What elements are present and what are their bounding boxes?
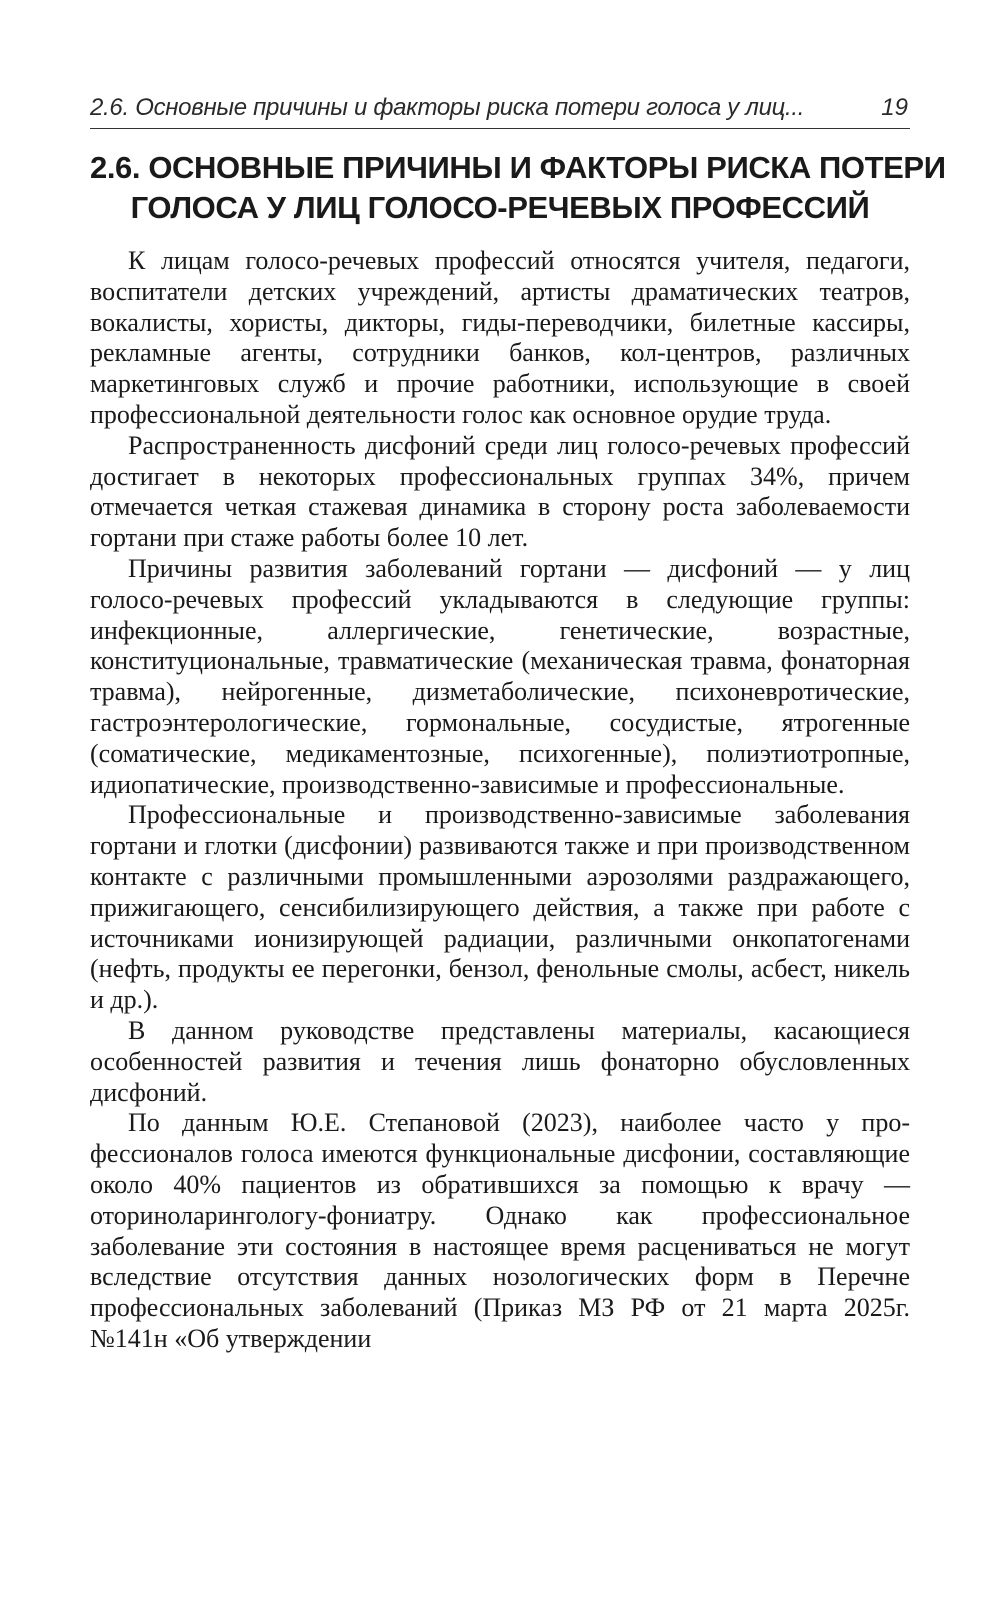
paragraph-voice-professions: К лицам голосо-речевых профессий относятся учителя, педагоги, воспитатели детских учреждений, артисты драматических театров, вокалисты, хористы, дикторы, гиды-переводчики, билетные кассиры, рекламные агенты, сотрудники банков, кол-центров, различных маркетинговых служб и прочие работники, использующие в своей профессиональной деятельности голос как основное орудие труда. (90, 246, 910, 429)
page-number: 19 (881, 94, 908, 121)
chapter-title-line-2: ГОЛОСА У ЛИЦ ГОЛОСО-РЕЧЕВЫХ ПРОФЕССИЙ (130, 190, 870, 225)
chapter-title (90, 148, 946, 228)
running-header (90, 92, 910, 129)
paragraph-occupational-diseases: Профессиональные и производственно-зависимые заболевания гортани и глотки (дисфонии) развиваются также и при производственном контакте с различными промышленными аэрозолями раздражающего, прижигающего, сенсибилизирующего действия, а также при работе с источниками ионизирующей радиации, различными онкопатогенами (нефть, продукты ее перегонки, бензол, фенольные смолы, асбест, никель и др.). (90, 800, 910, 1015)
paragraph-guide-scope: В данном руководстве представлены материалы, касающиеся особенностей развития и течения лишь фонаторно обусловленных дисфоний. (90, 1015, 910, 1107)
chapter-title-line-1: 2.6. ОСНОВНЫЕ ПРИЧИНЫ И ФАКТОРЫ РИСКА ПОТЕРИ (90, 150, 946, 185)
paragraph-stepanova-data: По данным Ю.Е. Степановой (2023), наиболее часто у профессионалов голоса имеются функциональные дисфонии, составляющие около 40% пациентов из обратившихся за помощью к врачу — оториноларингологу-фониатру. Однако как профессиональное заболевание эти состояния в настоящее время расцениваться не могут вследствие отсутствия данных нозологических форм в Перечне профессиональных заболеваний (Приказ МЗ РФ от 21 марта 2025г. №141н «Об утверждении (90, 1108, 910, 1353)
paragraph-causes: Причины развития заболеваний гортани — дисфоний — у лиц голосо-речевых профессий укладываются в следующие группы: инфекционные, аллергические, генетические, возрастные, конституциональные, травматические (механическая травма, фонаторная травма), нейрогенные, дизметаболические, психоневротические, гастроэнтерологические, гормональные, сосудистые, ятрогенные (соматические, медикаментозные, психогенные), полиэтиотропные, идиопатические, производственно-зависимые и профессиональные. (90, 553, 910, 799)
running-header-text: 2.6. Основные причины и факторы риска потери голоса у лиц... (90, 94, 805, 121)
book-page (90, 0, 946, 1600)
body-text (90, 246, 910, 1355)
paragraph-prevalence: Распространенность дисфоний среди лиц голосо-речевых профессий достигает в некоторых профессиональных группах 34%, причем отмечается четкая стажевая динамика в сторону роста заболеваемости гортани при стаже работы более 10 лет. (90, 430, 910, 553)
